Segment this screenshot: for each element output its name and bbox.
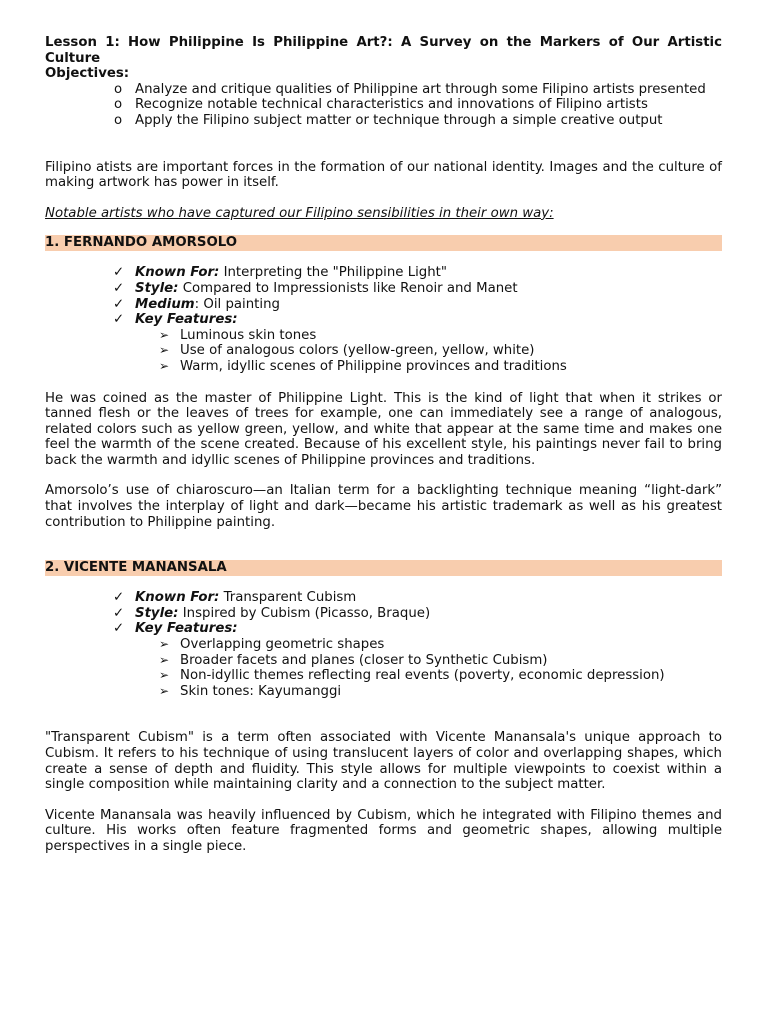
- detail-label: Key Features:: [135, 312, 238, 328]
- manansala-features-list: [45, 637, 722, 699]
- document-content: [45, 35, 722, 855]
- lesson-title: Lesson 1: How Philippine Is Philippine Art?: A Survey on the Markers of Our Artistic Culture: [45, 35, 722, 66]
- circle-bullet-icon: o: [114, 112, 123, 128]
- feature-item: [45, 343, 722, 359]
- circle-bullet-icon: o: [114, 81, 123, 97]
- amorsolo-paragraph-2: Amorsolo’s use of chiaroscuro—an Italian term for a backlighting technique meaning “light-dark” that involves the interplay of light and dark—became his artistic trademark as well as his greatest contribution to Philippine painting.: [45, 483, 722, 530]
- amorsolo-details-list: [45, 265, 722, 327]
- detail-value: Inspired by Cubism (Picasso, Braque): [178, 605, 431, 621]
- feature-text: Broader facets and planes (closer to Synthetic Cubism): [180, 652, 548, 668]
- circle-bullet-icon: o: [114, 97, 123, 113]
- objective-text: Analyze and critique qualities of Philippine art through some Filipino artists presented: [135, 81, 706, 97]
- arrow-bullet-icon: ➢: [159, 343, 170, 358]
- detail-label: Medium: [135, 296, 195, 312]
- detail-value: Compared to Impressionists like Renoir and Manet: [178, 280, 518, 296]
- detail-value: : Oil painting: [194, 296, 280, 312]
- feature-text: Non-idyllic themes reflecting real events (poverty, economic depression): [180, 668, 665, 684]
- detail-label: Style:: [135, 280, 179, 296]
- feature-item: [45, 653, 722, 669]
- detail-label: Known For:: [135, 265, 220, 281]
- detail-label: Known For:: [135, 590, 220, 606]
- arrow-bullet-icon: ➢: [159, 652, 170, 667]
- manansala-paragraph-1: "Transparent Cubism" is a term often associated with Vicente Manansala's unique approach to Cubism. It refers to his technique of using translucent layers of color and overlapping shapes, which create a sense of depth and fluidity. This style allows for multiple viewpoints to coexist within a single composition while maintaining clarity and a connection to the subject matter.: [45, 730, 722, 793]
- feature-item: [45, 328, 722, 344]
- arrow-bullet-icon: ➢: [159, 358, 170, 373]
- detail-key-features: [45, 621, 722, 637]
- detail-value: Transparent Cubism: [219, 590, 357, 606]
- feature-item: [45, 359, 722, 375]
- detail-medium: [45, 297, 722, 313]
- detail-known-for: [45, 265, 722, 281]
- arrow-bullet-icon: ➢: [159, 637, 170, 652]
- feature-text: Overlapping geometric shapes: [180, 637, 385, 653]
- checkmark-icon: ✓: [113, 605, 125, 621]
- feature-text: Skin tones: Kayumanggi: [180, 683, 342, 699]
- objectives-list: [45, 82, 722, 129]
- detail-style: [45, 606, 722, 622]
- section-heading-manansala: 2. VICENTE MANANSALA: [45, 560, 722, 576]
- intro-paragraph: Filipino atists are important forces in the formation of our national identity. Images and the culture of making artwork has power in itself.: [45, 159, 722, 191]
- objective-item: [45, 113, 722, 129]
- manansala-paragraph-2: Vicente Manansala was heavily influenced by Cubism, which he integrated with Filipino themes and culture. His works often feature fragmented forms and geometric shapes, allowing multiple perspectives in a single piece.: [45, 807, 722, 854]
- detail-value: Interpreting the "Philippine Light": [219, 265, 447, 281]
- feature-text: Warm, idyllic scenes of Philippine provinces and traditions: [180, 358, 567, 374]
- arrow-bullet-icon: ➢: [159, 683, 170, 698]
- detail-known-for: [45, 590, 722, 606]
- section-heading-amorsolo: 1. FERNANDO AMORSOLO: [45, 235, 722, 251]
- amorsolo-paragraph-1: He was coined as the master of Philippine Light. This is the kind of light that when it strikes or tanned flesh or the leaves of trees for example, one can immediately see a range of analogous, related colors such as yellow green, yellow, and white that appear at the same time and makes one feel the warmth of the scene created. Because of his excellent style, his paintings never fail to bring back the warmth and idyllic scenes of Philippine provinces and traditions.: [45, 390, 722, 468]
- amorsolo-features-list: [45, 328, 722, 375]
- feature-text: Use of analogous colors (yellow-green, yellow, white): [180, 343, 535, 359]
- checkmark-icon: ✓: [113, 265, 125, 281]
- detail-label: Key Features:: [135, 621, 238, 637]
- feature-item: [45, 684, 722, 700]
- detail-label: Style:: [135, 605, 179, 621]
- arrow-bullet-icon: ➢: [159, 668, 170, 683]
- manansala-details-list: [45, 590, 722, 637]
- feature-text: Luminous skin tones: [180, 327, 317, 343]
- arrow-bullet-icon: ➢: [159, 327, 170, 342]
- objective-text: Apply the Filipino subject matter or technique through a simple creative output: [135, 112, 663, 128]
- objective-text: Recognize notable technical characteristics and innovations of Filipino artists: [135, 97, 648, 113]
- checkmark-icon: ✓: [113, 280, 125, 296]
- objectives-label: Objectives:: [45, 66, 130, 82]
- checkmark-icon: ✓: [113, 312, 125, 328]
- objective-item: [45, 82, 722, 98]
- checkmark-icon: ✓: [113, 621, 125, 637]
- objective-item: [45, 97, 722, 113]
- notable-artists-line: Notable artists who have captured our Filipino sensibilities in their own way:: [45, 205, 554, 221]
- checkmark-icon: ✓: [113, 296, 125, 312]
- feature-item: [45, 668, 722, 684]
- detail-style: [45, 281, 722, 297]
- detail-key-features: [45, 312, 722, 328]
- checkmark-icon: ✓: [113, 590, 125, 606]
- feature-item: [45, 637, 722, 653]
